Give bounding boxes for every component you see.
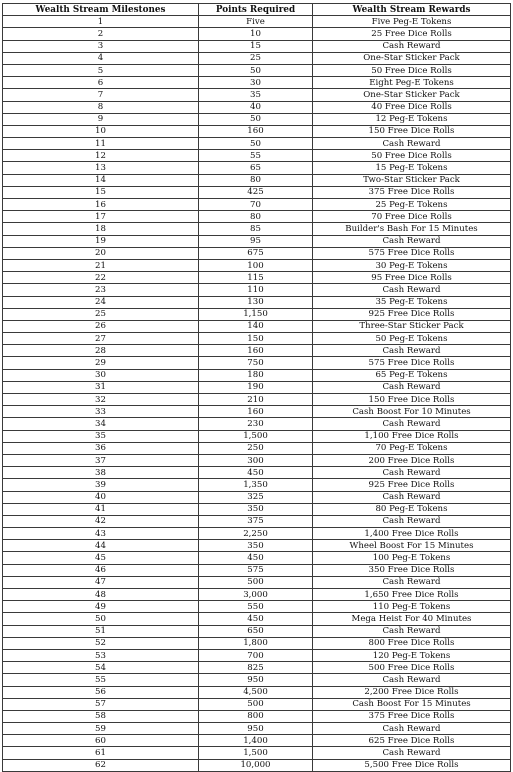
table-row	[3, 723, 511, 735]
points-cell: 160	[199, 345, 313, 357]
reward-cell: 500 Free Dice Rolls	[313, 662, 511, 674]
reward-cell: 1,100 Free Dice Rolls	[313, 430, 511, 442]
table-row	[3, 613, 511, 625]
table-row	[3, 199, 511, 211]
table-row	[3, 272, 511, 284]
points-cell: 85	[199, 223, 313, 235]
points-cell: 190	[199, 381, 313, 393]
milestone-cell: 37	[3, 454, 199, 466]
milestone-cell: 14	[3, 174, 199, 186]
table-row	[3, 649, 511, 661]
points-cell: 375	[199, 515, 313, 527]
reward-cell: Cash Reward	[313, 491, 511, 503]
points-cell: 500	[199, 576, 313, 588]
points-cell: 95	[199, 235, 313, 247]
table-row	[3, 686, 511, 698]
table-row	[3, 430, 511, 442]
table-row	[3, 308, 511, 320]
reward-cell: 1,650 Free Dice Rolls	[313, 589, 511, 601]
points-cell: 550	[199, 601, 313, 613]
reward-cell: Cash Reward	[313, 576, 511, 588]
table-row	[3, 674, 511, 686]
milestone-cell: 42	[3, 515, 199, 527]
milestone-cell: 48	[3, 589, 199, 601]
reward-cell: Cash Reward	[313, 747, 511, 759]
milestone-cell: 61	[3, 747, 199, 759]
reward-cell: 35 Peg-E Tokens	[313, 296, 511, 308]
reward-cell: 25 Peg-E Tokens	[313, 199, 511, 211]
table-row	[3, 333, 511, 345]
reward-cell: 375 Free Dice Rolls	[313, 186, 511, 198]
reward-cell: 350 Free Dice Rolls	[313, 564, 511, 576]
points-cell: 675	[199, 247, 313, 259]
milestone-cell: 62	[3, 759, 199, 771]
points-cell: 80	[199, 174, 313, 186]
table-row	[3, 467, 511, 479]
milestone-cell: 22	[3, 272, 199, 284]
table-row	[3, 77, 511, 89]
milestone-cell: 51	[3, 625, 199, 637]
milestone-cell: 31	[3, 381, 199, 393]
reward-cell: One-Star Sticker Pack	[313, 52, 511, 64]
table-row	[3, 259, 511, 271]
table-row	[3, 394, 511, 406]
milestone-cell: 38	[3, 467, 199, 479]
reward-cell: Three-Star Sticker Pack	[313, 320, 511, 332]
points-cell: 160	[199, 125, 313, 137]
milestone-cell: 2	[3, 28, 199, 40]
points-cell: 40	[199, 101, 313, 113]
table-row	[3, 479, 511, 491]
reward-cell: Cash Reward	[313, 235, 511, 247]
reward-cell: Cash Reward	[313, 40, 511, 52]
reward-cell: Five Peg-E Tokens	[313, 16, 511, 28]
table-row	[3, 747, 511, 759]
milestone-cell: 9	[3, 113, 199, 125]
milestone-cell: 20	[3, 247, 199, 259]
points-cell: 50	[199, 138, 313, 150]
milestone-cell: 41	[3, 503, 199, 515]
table-row	[3, 150, 511, 162]
milestone-cell: 16	[3, 199, 199, 211]
reward-cell: 150 Free Dice Rolls	[313, 125, 511, 137]
table-row	[3, 345, 511, 357]
milestone-cell: 17	[3, 211, 199, 223]
milestone-cell: 4	[3, 52, 199, 64]
milestone-cell: 45	[3, 552, 199, 564]
points-cell: 1,500	[199, 747, 313, 759]
milestone-cell: 43	[3, 528, 199, 540]
reward-cell: 800 Free Dice Rolls	[313, 637, 511, 649]
milestone-cell: 11	[3, 138, 199, 150]
reward-cell: 70 Peg-E Tokens	[313, 442, 511, 454]
table-row	[3, 759, 511, 771]
points-cell: 500	[199, 698, 313, 710]
points-cell: 450	[199, 552, 313, 564]
points-cell: 110	[199, 284, 313, 296]
reward-cell: Cash Reward	[313, 418, 511, 430]
points-cell: 1,400	[199, 735, 313, 747]
table-row	[3, 698, 511, 710]
reward-cell: 65 Peg-E Tokens	[313, 369, 511, 381]
points-cell: 300	[199, 454, 313, 466]
table-row	[3, 491, 511, 503]
reward-cell: Cash Reward	[313, 345, 511, 357]
table-row	[3, 528, 511, 540]
table-row	[3, 589, 511, 601]
table-row	[3, 113, 511, 125]
table-row	[3, 515, 511, 527]
points-cell: Five	[199, 16, 313, 28]
reward-cell: 110 Peg-E Tokens	[313, 601, 511, 613]
reward-cell: 25 Free Dice Rolls	[313, 28, 511, 40]
milestone-cell: 60	[3, 735, 199, 747]
table-row	[3, 381, 511, 393]
points-cell: 425	[199, 186, 313, 198]
milestone-cell: 12	[3, 150, 199, 162]
table-row	[3, 16, 511, 28]
points-cell: 10,000	[199, 759, 313, 771]
reward-cell: Cash Boost For 15 Minutes	[313, 698, 511, 710]
table-row	[3, 710, 511, 722]
reward-cell: One-Star Sticker Pack	[313, 89, 511, 101]
table-row	[3, 186, 511, 198]
milestone-cell: 15	[3, 186, 199, 198]
points-cell: 35	[199, 89, 313, 101]
points-cell: 100	[199, 259, 313, 271]
reward-cell: 15 Peg-E Tokens	[313, 162, 511, 174]
table-row	[3, 625, 511, 637]
milestone-cell: 8	[3, 101, 199, 113]
reward-cell: Cash Reward	[313, 515, 511, 527]
table-row	[3, 235, 511, 247]
table-row	[3, 406, 511, 418]
table-row	[3, 125, 511, 137]
reward-cell: 575 Free Dice Rolls	[313, 357, 511, 369]
milestone-cell: 33	[3, 406, 199, 418]
reward-cell: Mega Heist For 40 Minutes	[313, 613, 511, 625]
reward-cell: 50 Free Dice Rolls	[313, 64, 511, 76]
table-row	[3, 223, 511, 235]
points-cell: 2,250	[199, 528, 313, 540]
points-cell: 80	[199, 211, 313, 223]
reward-cell: 575 Free Dice Rolls	[313, 247, 511, 259]
table-row	[3, 89, 511, 101]
reward-cell: 70 Free Dice Rolls	[313, 211, 511, 223]
header-points: Points Required	[199, 4, 313, 16]
milestone-cell: 34	[3, 418, 199, 430]
points-cell: 115	[199, 272, 313, 284]
table-row	[3, 247, 511, 259]
milestone-cell: 24	[3, 296, 199, 308]
table-row	[3, 442, 511, 454]
points-cell: 210	[199, 394, 313, 406]
table-row	[3, 369, 511, 381]
points-cell: 70	[199, 199, 313, 211]
table-row	[3, 40, 511, 52]
milestone-cell: 3	[3, 40, 199, 52]
reward-cell: 200 Free Dice Rolls	[313, 454, 511, 466]
points-cell: 575	[199, 564, 313, 576]
milestone-cell: 56	[3, 686, 199, 698]
reward-cell: 50 Peg-E Tokens	[313, 333, 511, 345]
table-row	[3, 662, 511, 674]
milestone-cell: 23	[3, 284, 199, 296]
milestone-cell: 54	[3, 662, 199, 674]
milestone-cell: 19	[3, 235, 199, 247]
table-row	[3, 576, 511, 588]
table-row	[3, 284, 511, 296]
table-row	[3, 101, 511, 113]
points-cell: 65	[199, 162, 313, 174]
points-cell: 750	[199, 357, 313, 369]
table-row	[3, 418, 511, 430]
points-cell: 30	[199, 77, 313, 89]
reward-cell: Cash Reward	[313, 723, 511, 735]
milestone-cell: 55	[3, 674, 199, 686]
milestone-cell: 39	[3, 479, 199, 491]
points-cell: 800	[199, 710, 313, 722]
reward-cell: Cash Reward	[313, 625, 511, 637]
reward-cell: 625 Free Dice Rolls	[313, 735, 511, 747]
reward-cell: Cash Reward	[313, 381, 511, 393]
reward-cell: 100 Peg-E Tokens	[313, 552, 511, 564]
milestone-cell: 40	[3, 491, 199, 503]
points-cell: 25	[199, 52, 313, 64]
reward-cell: 80 Peg-E Tokens	[313, 503, 511, 515]
reward-cell: Cash Boost For 10 Minutes	[313, 406, 511, 418]
reward-cell: 1,400 Free Dice Rolls	[313, 528, 511, 540]
reward-cell: 375 Free Dice Rolls	[313, 710, 511, 722]
milestone-cell: 10	[3, 125, 199, 137]
reward-cell: Cash Reward	[313, 467, 511, 479]
milestone-cell: 6	[3, 77, 199, 89]
table-row	[3, 174, 511, 186]
reward-cell: 30 Peg-E Tokens	[313, 259, 511, 271]
points-cell: 950	[199, 723, 313, 735]
table-row	[3, 564, 511, 576]
table-body	[3, 16, 511, 772]
milestone-cell: 7	[3, 89, 199, 101]
milestone-cell: 53	[3, 649, 199, 661]
milestone-cell: 58	[3, 710, 199, 722]
points-cell: 55	[199, 150, 313, 162]
table-row	[3, 211, 511, 223]
table-row	[3, 735, 511, 747]
points-cell: 10	[199, 28, 313, 40]
points-cell: 4,500	[199, 686, 313, 698]
points-cell: 180	[199, 369, 313, 381]
table-row	[3, 320, 511, 332]
points-cell: 1,150	[199, 308, 313, 320]
milestone-cell: 46	[3, 564, 199, 576]
points-cell: 350	[199, 540, 313, 552]
points-cell: 350	[199, 503, 313, 515]
table-row	[3, 296, 511, 308]
table-row	[3, 552, 511, 564]
points-cell: 250	[199, 442, 313, 454]
reward-cell: Cash Reward	[313, 284, 511, 296]
table-row	[3, 601, 511, 613]
milestone-cell: 28	[3, 345, 199, 357]
table-row	[3, 52, 511, 64]
points-cell: 150	[199, 333, 313, 345]
points-cell: 230	[199, 418, 313, 430]
points-cell: 1,500	[199, 430, 313, 442]
reward-cell: 120 Peg-E Tokens	[313, 649, 511, 661]
milestone-cell: 36	[3, 442, 199, 454]
milestone-cell: 1	[3, 16, 199, 28]
milestone-cell: 13	[3, 162, 199, 174]
milestone-cell: 59	[3, 723, 199, 735]
milestone-cell: 35	[3, 430, 199, 442]
milestone-cell: 52	[3, 637, 199, 649]
reward-cell: Builder's Bash For 15 Minutes	[313, 223, 511, 235]
table-row	[3, 64, 511, 76]
points-cell: 700	[199, 649, 313, 661]
milestone-cell: 27	[3, 333, 199, 345]
milestone-cell: 5	[3, 64, 199, 76]
reward-cell: 5,500 Free Dice Rolls	[313, 759, 511, 771]
reward-cell: 2,200 Free Dice Rolls	[313, 686, 511, 698]
reward-cell: 925 Free Dice Rolls	[313, 308, 511, 320]
points-cell: 1,800	[199, 637, 313, 649]
reward-cell: Two-Star Sticker Pack	[313, 174, 511, 186]
milestone-cell: 49	[3, 601, 199, 613]
milestones-table	[2, 3, 511, 772]
milestone-cell: 44	[3, 540, 199, 552]
milestone-cell: 32	[3, 394, 199, 406]
points-cell: 1,350	[199, 479, 313, 491]
reward-cell: 95 Free Dice Rolls	[313, 272, 511, 284]
table-row	[3, 540, 511, 552]
reward-cell: Cash Reward	[313, 674, 511, 686]
points-cell: 950	[199, 674, 313, 686]
points-cell: 50	[199, 113, 313, 125]
points-cell: 450	[199, 613, 313, 625]
milestone-cell: 50	[3, 613, 199, 625]
points-cell: 450	[199, 467, 313, 479]
header-rewards: Wealth Stream Rewards	[313, 4, 511, 16]
milestone-cell: 18	[3, 223, 199, 235]
table-row	[3, 28, 511, 40]
milestone-cell: 26	[3, 320, 199, 332]
milestone-cell: 47	[3, 576, 199, 588]
milestone-cell: 29	[3, 357, 199, 369]
points-cell: 50	[199, 64, 313, 76]
milestone-cell: 25	[3, 308, 199, 320]
points-cell: 3,000	[199, 589, 313, 601]
reward-cell: Wheel Boost For 15 Minutes	[313, 540, 511, 552]
milestone-cell: 30	[3, 369, 199, 381]
points-cell: 130	[199, 296, 313, 308]
reward-cell: 925 Free Dice Rolls	[313, 479, 511, 491]
table-row	[3, 503, 511, 515]
points-cell: 825	[199, 662, 313, 674]
reward-cell: 40 Free Dice Rolls	[313, 101, 511, 113]
table-row	[3, 138, 511, 150]
header-milestones: Wealth Stream Milestones	[3, 4, 199, 16]
milestone-cell: 57	[3, 698, 199, 710]
milestone-cell: 21	[3, 259, 199, 271]
points-cell: 325	[199, 491, 313, 503]
reward-cell: Eight Peg-E Tokens	[313, 77, 511, 89]
reward-cell: Cash Reward	[313, 138, 511, 150]
table-row	[3, 454, 511, 466]
reward-cell: 50 Free Dice Rolls	[313, 150, 511, 162]
table-row	[3, 357, 511, 369]
reward-cell: 12 Peg-E Tokens	[313, 113, 511, 125]
points-cell: 650	[199, 625, 313, 637]
table-row	[3, 637, 511, 649]
header-row	[3, 4, 511, 16]
points-cell: 15	[199, 40, 313, 52]
points-cell: 140	[199, 320, 313, 332]
reward-cell: 150 Free Dice Rolls	[313, 394, 511, 406]
table-row	[3, 162, 511, 174]
points-cell: 160	[199, 406, 313, 418]
